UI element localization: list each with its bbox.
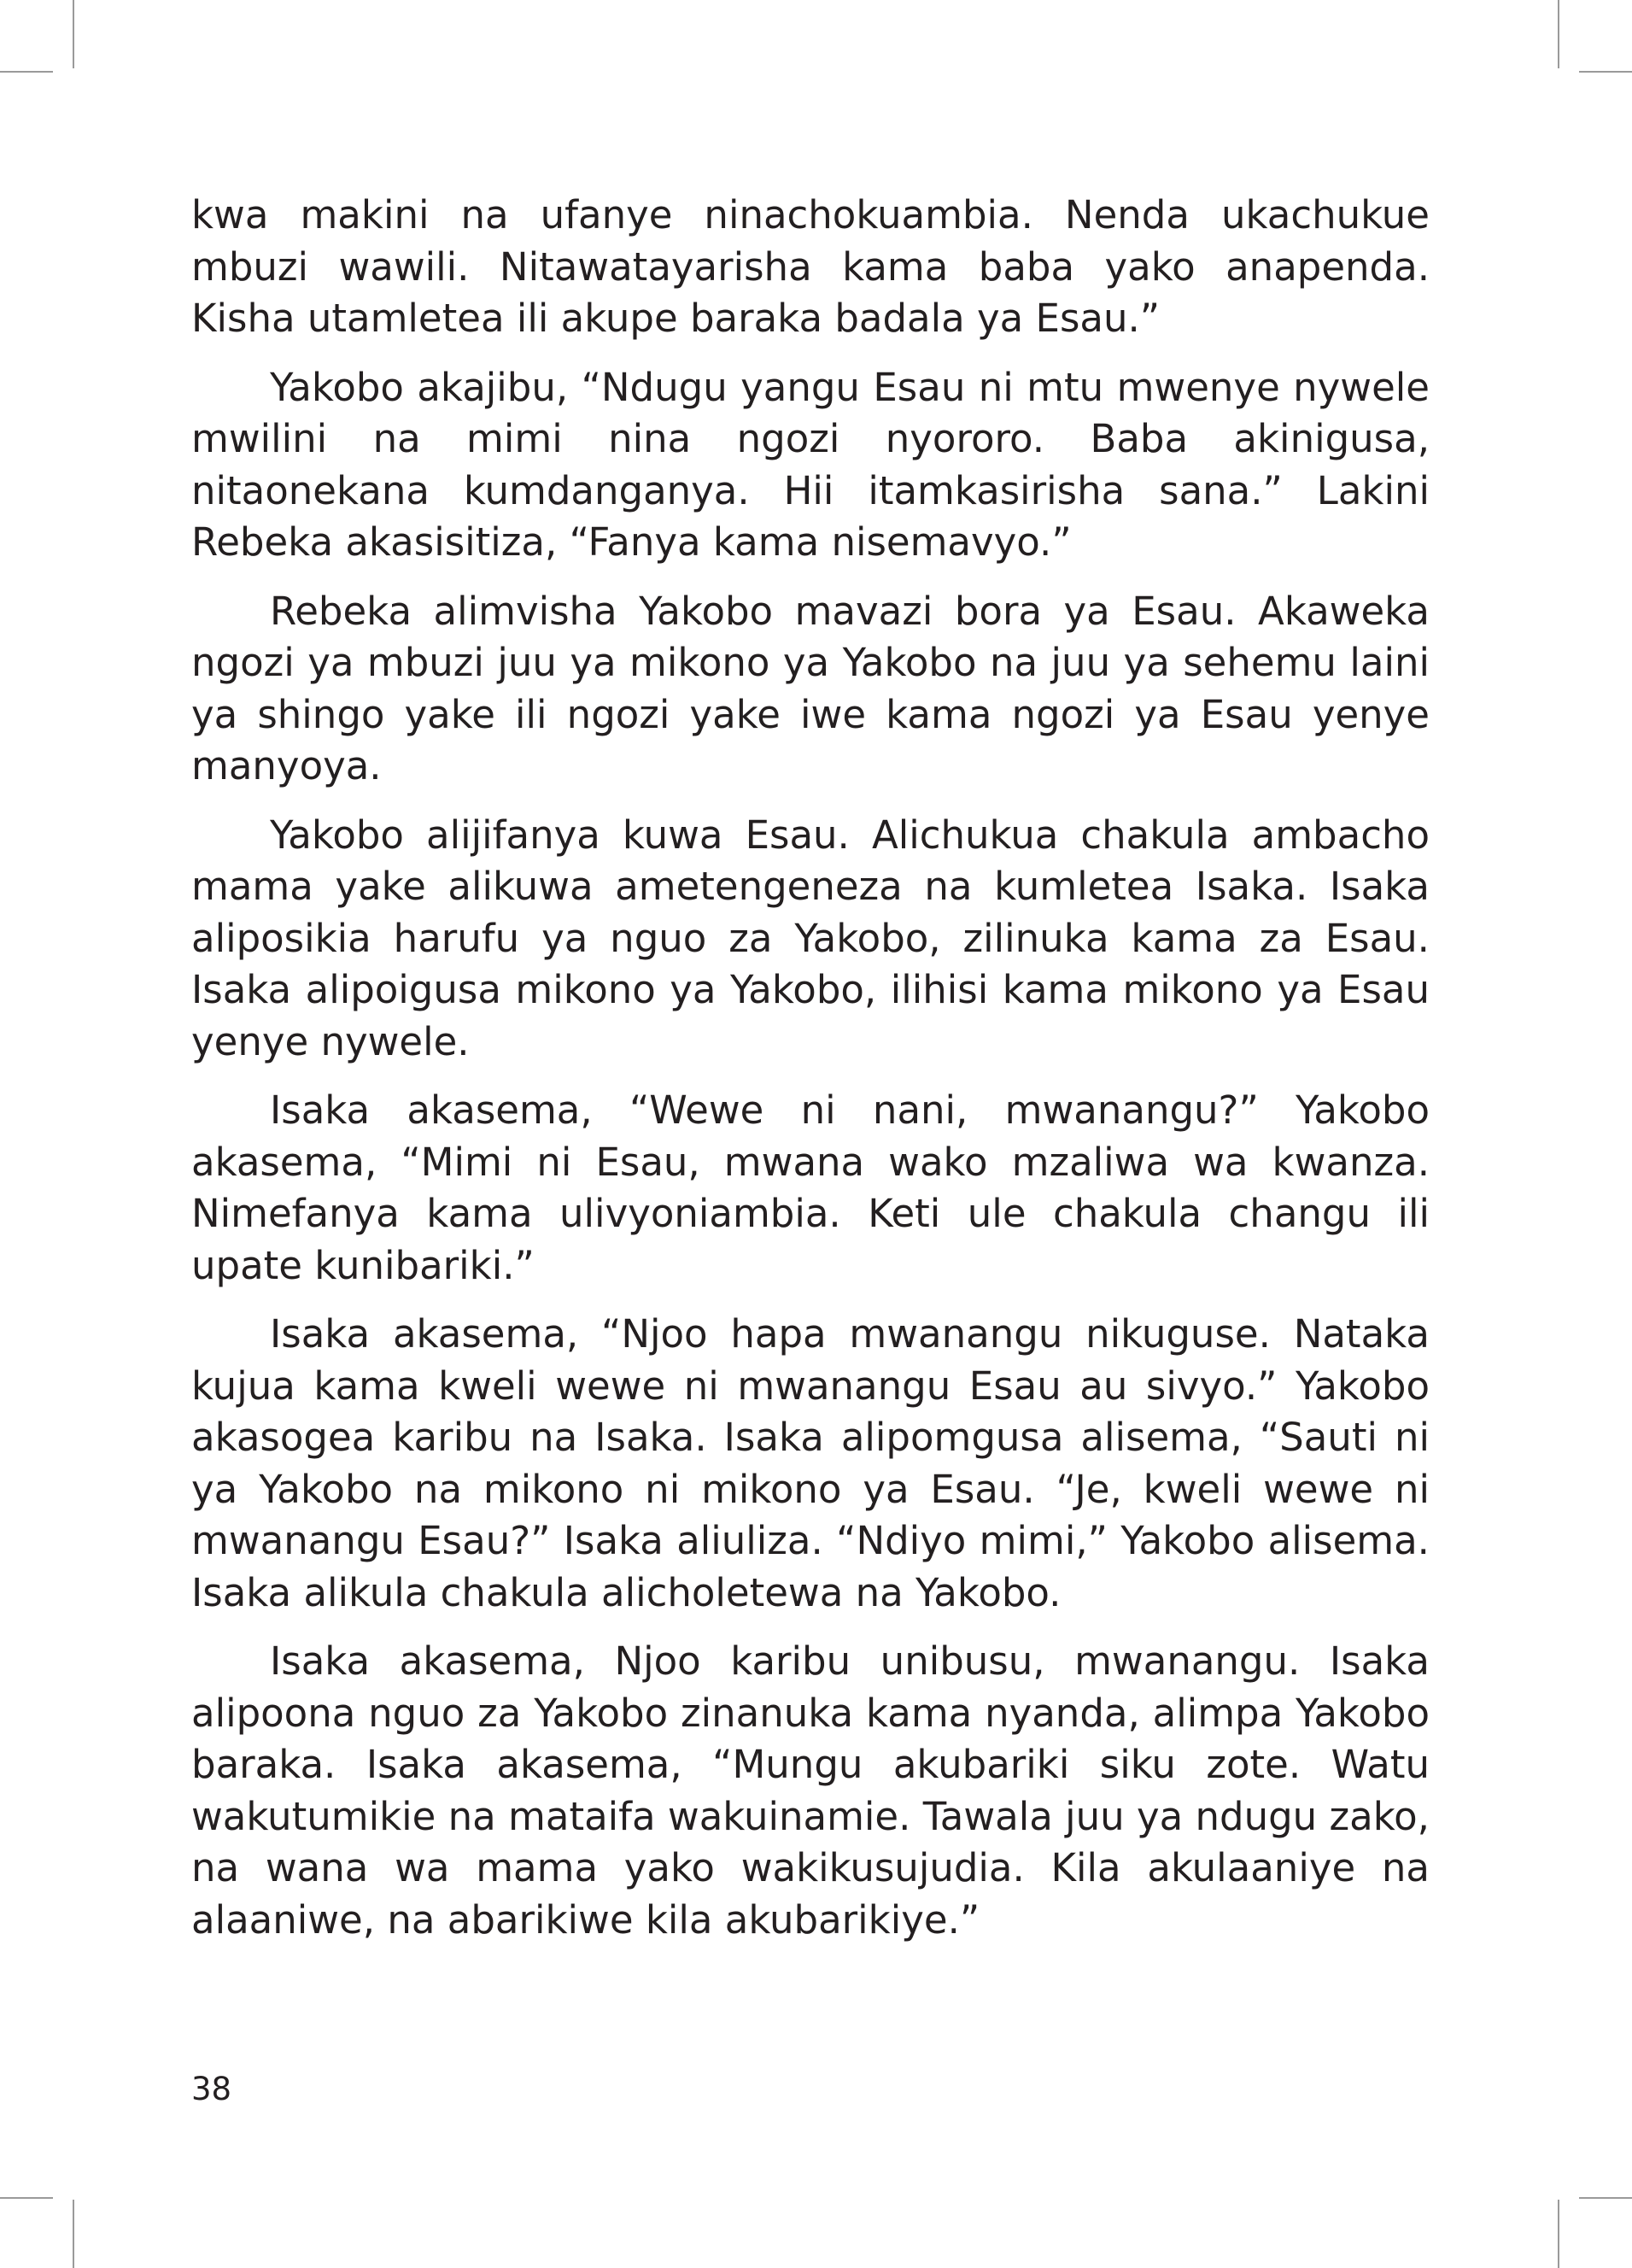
page-body <box>191 190 1430 1963</box>
paragraph-2: Yakobo akajibu, “Ndugu yangu Esau ni mtu mwenye nywele mwilini na mimi nina ngozi nyororo. Baba akinigusa, nitaonekana kumdanganya. Hii itamkasirisha sana.” Lakini Rebeka akasisitiza, “Fanya kama nisemavyo.” <box>191 364 1430 565</box>
page-number: 38 <box>191 2071 232 2107</box>
paragraph-7: Isaka akasema, Njoo karibu unibusu, mwanangu. Isaka alipoona nguo za Yakobo zinanuka kama nyanda, alimpa Yakobo baraka. Isaka akasema, “Mungu akubariki siku zote. Watu wakutumikie na mataifa wakuinamie. Tawala juu ya ndugu zako, na wana wa mama yako wakikusujudia. Kila akulaaniye na alaaniwe, na abarikiwe kila akubarikiye.” <box>191 1638 1430 1943</box>
crop-mark-top-right-horizontal <box>1579 71 1632 73</box>
paragraph-5: Isaka akasema, “Wewe ni nani, mwanangu?” Yakobo akasema, “Mimi ni Esau, mwana wako mzaliwa wa kwanza. Nimefanya kama ulivyoniambia. Keti ule chakula changu ili upate kunibariki.” <box>191 1087 1430 1288</box>
crop-mark-bottom-left <box>73 2200 74 2268</box>
paragraph-1: kwa makini na ufanye ninachokuambia. Nenda ukachukue mbuzi wawili. Nitawatayarisha kama baba yako anapenda. Kisha utamletea ili akupe baraka badala ya Esau.” <box>191 192 1430 341</box>
crop-mark-bottom-right-horizontal <box>1579 2197 1632 2199</box>
crop-mark-top-left <box>73 0 74 68</box>
crop-mark-bottom-right <box>1558 2200 1559 2268</box>
crop-mark-bottom-left-horizontal <box>0 2197 53 2199</box>
paragraph-6: Isaka akasema, “Njoo hapa mwanangu nikuguse. Nataka kujua kama kweli wewe ni mwanangu Esau au sivyo.” Yakobo akasogea karibu na Isaka. Isaka alipomgusa alisema, “Sauti ni ya Yakobo na mikono ni mikono ya Esau. “Je, kweli wewe ni mwanangu Esau?” Isaka aliuliza. “Ndiyo mimi,” Yakobo alisema. Isaka alikula chakula alicholetewa na Yakobo. <box>191 1311 1430 1615</box>
crop-mark-top-left-horizontal <box>0 71 53 73</box>
paragraph-3: Rebeka alimvisha Yakobo mavazi bora ya Esau. Akaweka ngozi ya mbuzi juu ya mikono ya Yakobo na juu ya sehemu laini ya shingo yake ili ngozi yake iwe kama ngozi ya Esau yenye manyoya. <box>191 588 1430 788</box>
crop-mark-top-right <box>1558 0 1559 68</box>
paragraph-4: Yakobo alijifanya kuwa Esau. Alichukua chakula ambacho mama yake alikuwa ametengeneza na kumletea Isaka. Isaka aliposikia harufu ya nguo za Yakobo, zilinuka kama za Esau. Isaka alipoigusa mikono ya Yakobo, ilihisi kama mikono ya Esau yenye nywele. <box>191 812 1430 1064</box>
